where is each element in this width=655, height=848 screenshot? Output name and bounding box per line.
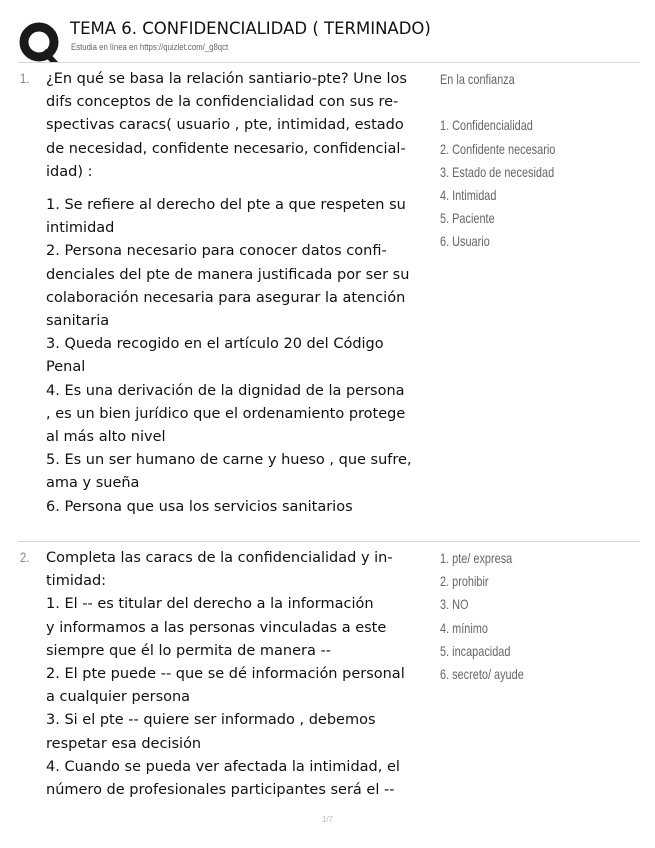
card-answer: [440, 547, 596, 686]
answer-line: 5. Paciente: [440, 210, 495, 227]
answer-line: 3. Estado de necesidad: [440, 163, 555, 180]
question-item: ama y sueña: [46, 475, 140, 492]
quizlet-logo-icon: [18, 21, 62, 65]
question-item: 5. Es un ser humano de carne y hueso , que sufre,: [46, 452, 412, 469]
page-title: TEMA 6. CONFIDENCIALIDAD ( TERMINADO): [70, 19, 431, 38]
question-line: y informamos a las personas vinculadas a este: [46, 619, 387, 636]
card-answer: [440, 68, 596, 254]
answer-line: 1. Confidencialidad: [440, 117, 533, 134]
divider: [18, 541, 640, 542]
study-link[interactable]: Estudia en línea en https://quizlet.com/_g8qct: [71, 42, 229, 53]
question-item: 2. Persona necesario para conocer datos confi-: [46, 243, 387, 260]
question-item: 3. Queda recogido en el artículo 20 del Código: [46, 336, 384, 353]
answer-line: 3. NO: [440, 596, 469, 613]
answer-line: 2. Confidente necesario: [440, 140, 556, 157]
answer-line: En la confianza: [440, 71, 515, 87]
question-item: , es un bien jurídico que el ordenamiento protege: [46, 405, 406, 422]
card-number: 2.: [20, 549, 30, 565]
page-header: [18, 16, 640, 66]
question-line: difs conceptos de la confidencialidad con sus re-: [46, 94, 399, 111]
card-question: [46, 68, 438, 519]
question-item: intimidad: [46, 220, 115, 237]
question-line: a cualquier persona: [46, 689, 191, 706]
page-number: 1/7: [321, 815, 334, 824]
answer-line: 4. mínimo: [440, 619, 488, 636]
question-line: idad) :: [46, 163, 93, 180]
question-line: 4. Cuando se pueda ver afectada la intimidad, el: [46, 758, 400, 775]
question-item: al más alto nivel: [46, 429, 166, 446]
question-line: 2. El pte puede -- que se dé información personal: [46, 666, 405, 683]
divider: [18, 62, 640, 63]
answer-line: 2. prohibir: [440, 573, 489, 590]
question-item: sanitaria: [46, 313, 110, 330]
answer-line: 6. Usuario: [440, 233, 490, 250]
question-item: denciales del pte de manera justificada por ser su: [46, 266, 410, 283]
question-line: siempre que él lo permita de manera --: [46, 642, 331, 659]
answer-line: 4. Intimidad: [440, 187, 497, 204]
question-item: colaboración necesaria para asegurar la atención: [46, 289, 406, 306]
card-question: [46, 547, 438, 802]
question-line: 3. Si el pte -- quiere ser informado , debemos: [46, 712, 376, 729]
question-line: número de profesionales participantes será el --: [46, 782, 395, 799]
question-line: Completa las caracs de la confidencialidad y in-: [46, 550, 393, 566]
question-line: timidad:: [46, 573, 107, 590]
question-line: de necesidad, confidente necesario, confidencial-: [46, 140, 406, 157]
answer-line: 6. secreto/ ayude: [440, 666, 524, 683]
question-item: 1. Se refiere al derecho del pte a que respeten su: [46, 197, 406, 214]
question-item: Penal: [46, 359, 86, 376]
answer-spacer: [440, 91, 596, 114]
question-line: ¿En qué se basa la relación santiario-pte? Une los: [46, 71, 407, 87]
answer-line: 1. pte/ expresa: [440, 550, 513, 566]
card-number: 1.: [20, 70, 30, 86]
question-line: spectivas caracs( usuario , pte, intimidad, estado: [46, 117, 404, 134]
question-line: respetar esa decisión: [46, 735, 202, 752]
question-item: 6. Persona que usa los servicios sanitarios: [46, 498, 353, 515]
question-item: 4. Es una derivación de la dignidad de la persona: [46, 382, 405, 399]
answer-line: 5. incapacidad: [440, 642, 511, 659]
question-line: 1. El -- es titular del derecho a la información: [46, 596, 374, 613]
